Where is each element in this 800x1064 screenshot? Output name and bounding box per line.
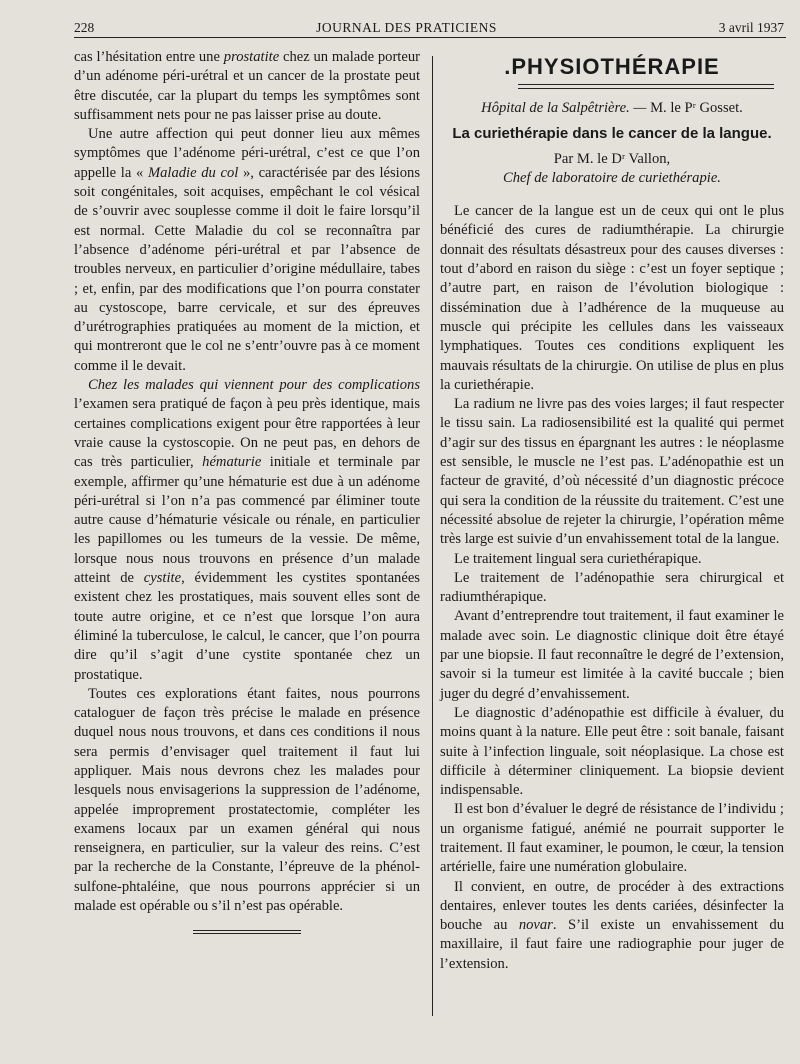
paragraph	[74, 376, 420, 685]
text-run: Le traitement de l’adénopathie sera chirurgical et radiumthérapique.	[440, 569, 784, 606]
text-run: Le traitement lingual sera curiethérapique.	[454, 550, 702, 567]
italic-text: Maladie du col	[147, 164, 239, 181]
text-run: La radium ne livre pas des voies larges; il faut respecter le tissu sain. La radiosensibilité est la qualité qui permet d’agir sur des tissus en épargnant les autres : le néoplasme est sensible, le muscle ne l’est pas. L’adénopathie est un facteur de gravité, d’où nécessité d’un diagnostic précoce qui sera la condition de la réussite du traitement. C’est une nécessité absolue de rejeter la chirurgie, l’opération même très large est suivie d’un envahissement total de la langue.	[440, 396, 784, 548]
text-run: initiale et terminale par exemple, affirmer qu’une hématurie est due à un adénome péri-urétral si l’on n’a pas commencé par éliminer toute autre cause d’hématurie vésicale ou rénale, en particulier les papillomes ou les tumeurs de la vessie. De même, lorsque nous nous trouvons en présence d’un malade atteint de	[74, 454, 420, 587]
text-run: Une autre affection qui peut donner lieu aux mêmes symptômes que l’adénome péri-urétral, c’est ce que l’on appelle la «	[74, 126, 420, 181]
issue-date: 3 avril 1937	[718, 20, 784, 35]
hospital-name: Hôpital de la Salpêtrière. —	[481, 100, 651, 116]
text-run: Il est bon d’évaluer le degré de résistance de l’individu ; un organisme fatigué, anémié ne pourrait supporter le traitement. Il faut examiner, le poumon, le cœur, la tension artérielle, faire une numération globulaire.	[440, 801, 784, 876]
paragraph	[440, 569, 784, 608]
text-run: », caractérisée par des lésions soit congénitales, soit acquises, empêchant le col vésical de s’ouvrir avec souplesse comme il doit le faire lorsqu’il est normal. Cette Maladie du col se reconnaîtra par l’absence d’adénome péri-urétral et par l’absence de troubles nerveux, en particulier d’origine médullaire, tabes ; et, enfin, par des modifications que l’on pourra constater au cystoscope, barre cervicale, et sur des épreuves d’urétrographies pratiquées au moment de la miction, et qui montreront que le col ne s’entr’ouvre pas à ce moment comme il le devait.	[74, 164, 421, 374]
text-run: Toutes ces explorations étant faites, nous pourrons cataloguer de façon très précise le malade en présence duquel nous nous trouvons, et dans ces conditions il nous sera permis d’envisager quel traitement il faut lui appliquer. Mais nous devrons chez les malades pour lesquels nous envisagerions la suppression de l’adénome, appelée improprement prostatectomie, compléter les examens locaux par un examen général qui nous renseignera, en particulier, sur la valeur des reins. C’est par la recherche de la Constante, l’épreuve de la phénol-sulfone-phtaléine, que nous pourrons apprécier si un malade est opérable ou s’il n’est pas opérable.	[74, 685, 420, 915]
section-title: .PHYSIOTHÉRAPIE	[504, 54, 720, 79]
section-rule	[518, 84, 774, 85]
page-number: 228	[74, 20, 95, 35]
article-title: La curiethérapie dans le cancer de la langue.	[452, 125, 772, 143]
paragraph	[440, 550, 784, 569]
right-column	[440, 54, 784, 974]
author-byline: Par M. le Dʳ Vallon,	[553, 150, 671, 167]
italic-text: cystite	[143, 570, 182, 587]
text-run: Il convient, en outre, de procéder à des extractions dentaires, enlever toutes les dents cariées, désinfecter la bouche au	[440, 878, 784, 934]
end-of-article-rule	[193, 930, 301, 934]
text-run: . S’il existe un envahissement du maxillaire, il faut faire une radiographie pour juger de l’extension.	[440, 917, 784, 972]
section-rule-second	[518, 88, 774, 89]
text-run: Le diagnostic d’adénopathie est difficile à évaluer, du moins quant à la nature. Elle peut être : soit banale, faisant suite à l’infection linguale, soit néoplasique. La chose est difficile à déterminer cliniquement. La biopsie devient indispensable.	[440, 704, 784, 799]
paragraph	[440, 395, 784, 549]
header-rule	[74, 37, 786, 38]
italic-text: Chez les malades qui viennent pour des complications	[88, 377, 420, 394]
italic-text: hématurie	[202, 454, 262, 471]
left-column	[74, 48, 420, 934]
hospital-professor: M. le Pʳ Gosset.	[650, 100, 743, 116]
hospital-line	[440, 99, 784, 118]
italic-text: prostatite	[223, 49, 280, 65]
paragraph	[74, 48, 420, 125]
column-divider	[432, 56, 433, 1016]
text-run: Le cancer de la langue est un de ceux qui ont le plus bénéficié des cures de radiumthérapie. La chirurgie donnait des résultats désastreux pour des causes diverses : tout d’abord en raison du siège : c’est un foyer septique ; d’autre part, en raison de l’évolution biologique : dissémination due à l’adhérence de la muqueuse au muscle qui précipite les cellules dans les vaisseaux lymphatiques. Toutes ces conditions expliquent les mauvais résultats de la chirurgie. On utilise de plus en plus la curiethérapie.	[440, 203, 784, 393]
italic-text: novar	[518, 917, 553, 934]
paragraph	[440, 607, 784, 703]
paragraph	[440, 202, 784, 395]
paragraph	[440, 704, 784, 800]
paragraph	[440, 800, 784, 877]
article-body	[440, 202, 784, 974]
running-header	[74, 14, 784, 36]
author-role: Chef de laboratoire de curiethérapie.	[503, 169, 721, 186]
journal-title: JOURNAL DES PRATICIENS	[316, 20, 497, 35]
text-run: chez un malade porteur d’un adénome péri-urétral et un cancer de la prostate peut être discutée, car la plupart du temps les symptômes sont suffisamment nets pour ne pas laisser prise au doute.	[74, 49, 420, 123]
paragraph	[74, 685, 420, 917]
paragraph	[440, 878, 784, 974]
paragraph	[74, 125, 420, 376]
text-run: Avant d’entreprendre tout traitement, il faut examiner le malade avec soin. Le diagnostic clinique doit être étayé par une biopsie. Il faut reconnaître le degré de l’extension, savoir si la tumeur est limitée à la cavité buccale ; bien juger du degré d’envahissement.	[440, 608, 784, 702]
text-run: , évidemment les cystites spontanées existent chez les prostatiques, mais souvent elles sont de toute autre origine, et ce n’est que lorsque l’on aura éliminé la tuberculose, le calcul, le cancer, que l’on pourra dire qu’il s’agit d’une cystite spontanée chez un prostatique.	[74, 570, 420, 683]
text-run: cas l’hésitation entre une	[74, 49, 224, 65]
text-run: l’examen sera pratiqué de façon à peu près identique, mais certaines complications exigent pour être rapportées à leur vraie cause la cystoscopie. On ne peut pas, en dehors de cas très particulier,	[74, 396, 420, 471]
